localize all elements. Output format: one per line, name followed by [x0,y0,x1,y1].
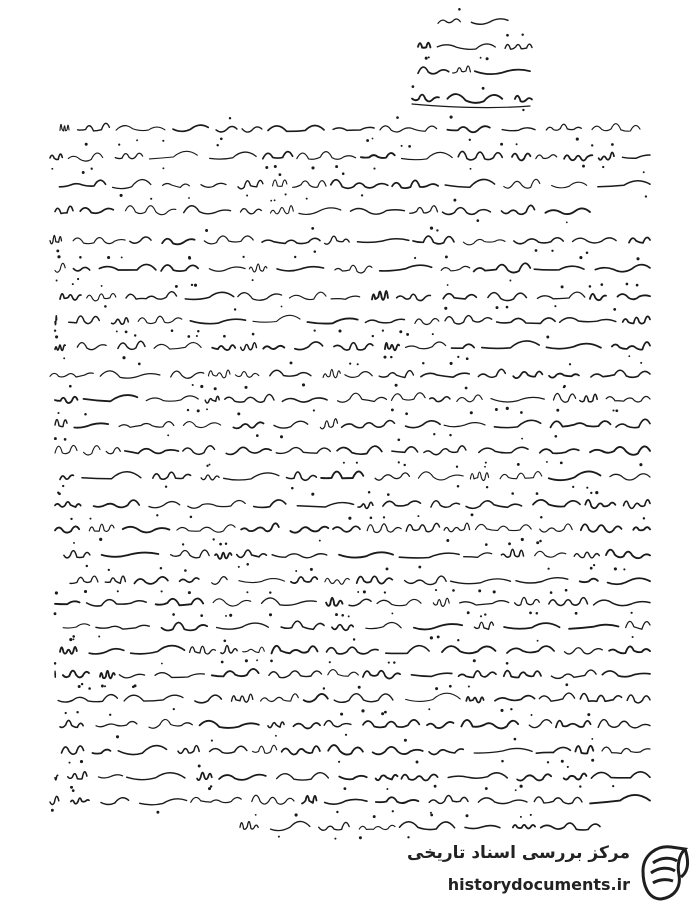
handwritten-line [50,227,650,255]
handwritten-line [59,171,650,198]
handwritten-line [54,307,650,334]
handwritten-line [438,8,508,24]
handwritten-line [60,463,650,489]
watermark-url: historydocuments.ir [447,875,630,894]
handwritten-line [55,385,650,413]
handwritten-line [60,638,650,663]
header-underline [412,104,530,108]
archive-watermark [405,835,695,910]
handwritten-line [58,685,650,712]
handwritten-line [50,787,650,814]
handwritten-line [60,283,650,309]
handwritten-line [60,711,650,739]
handwritten-line [70,567,650,594]
handwritten-line [54,661,650,688]
watermark-title: مرکز بررسی اسناد تاریخی [407,843,630,863]
handwritten-line [418,33,532,60]
handwritten-line [55,515,650,542]
handwritten-line [55,491,650,516]
handwritten-line [55,255,650,281]
document-scroll-logo-icon [635,841,691,903]
handwritten-line [50,361,650,388]
handwritten-line [62,738,651,764]
handwritten-line [50,143,650,170]
handwritten-line [63,613,650,639]
handwritten-line [55,765,650,790]
handwritten-line [60,116,640,142]
handwritten-line [54,437,650,464]
handwritten-line [55,333,650,360]
handwritten-line [55,411,650,438]
handwritten-line [418,57,530,74]
handwritten-line [54,589,650,616]
handwritten-line [64,541,650,568]
handwritten-line [55,197,590,223]
